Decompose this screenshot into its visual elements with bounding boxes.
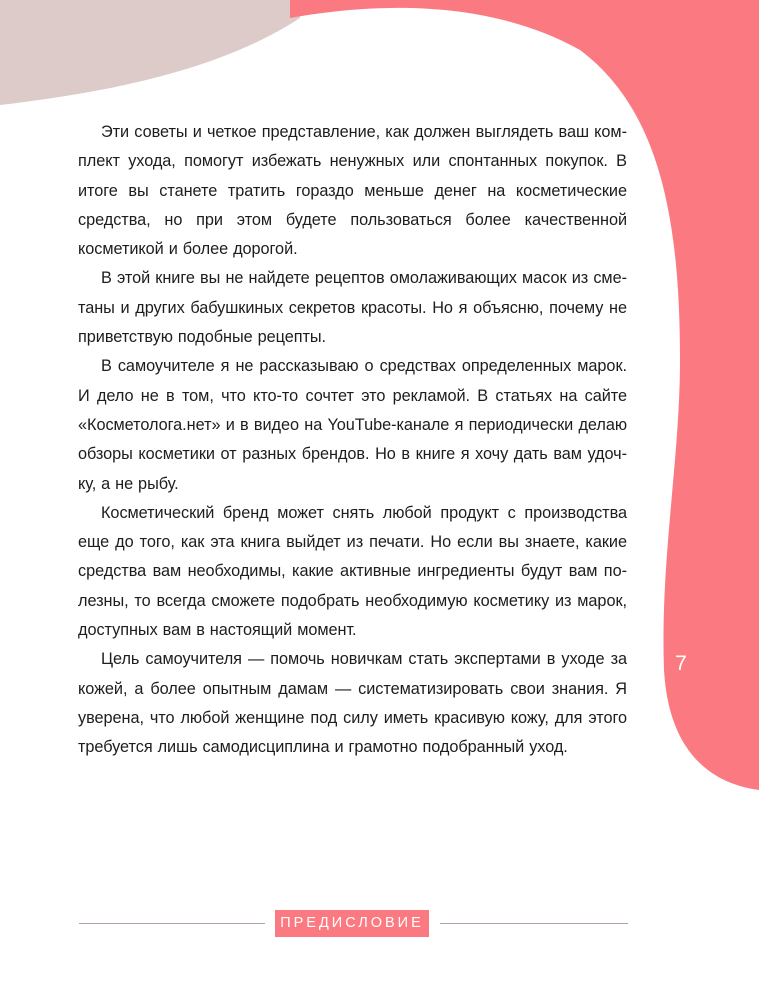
beige-corner-shape bbox=[0, 0, 300, 105]
footer-rule-left bbox=[79, 923, 265, 924]
page-body-text bbox=[78, 118, 627, 763]
paragraph-1: Эти советы и четкое представление, как должен выглядеть ваш комплект ухода, помогут избежать ненужных или спонтанных покупок. В итоге вы станете тратить гораздо меньше денег на косметические средства, но при этом будете пользоваться более качественной косметикой и более дорогой. bbox=[78, 123, 627, 259]
paragraph-5: Цель самоучителя — помочь новичкам стать экспертами в уходе за кожей, а более опытным дамам — систематизировать свои знания. Я уверена, что любой женщине под силу иметь красивую кожу, для этого требуется лишь самодисциплина и грамотно подобранный уход. bbox=[78, 650, 627, 757]
paragraph-4: Косметический бренд может снять любой продукт с производства еще до того, как эта книга выйдет из печати. Но если вы знаете, какие средства вам необходимы, какие активные ингредиенты будут вам полезны, то всегда сможете подобрать необходимую косметику из марок, доступных вам в настоящий момент. bbox=[78, 503, 627, 640]
paragraph-3: В самоучителе я не рассказываю о средствах определенных марок. И дело не в том, что кто-то сочтет это рекламой. В статьях на сайте «Косметолога.нет» и в видео на YouTube-канале я периодически делаю обзоры косметики от разных брендов. Но в книге я хочу дать вам удочку, а не рыбу. bbox=[78, 357, 627, 493]
paragraph-2: В этой книге вы не найдете рецептов омолаживающих масок из сметаны и других бабушкиных секретов красоты. Но я объясню, почему не приветствую подобные рецепты. bbox=[78, 269, 627, 347]
footer-rule-right bbox=[440, 923, 628, 924]
section-label: ПРЕДИСЛОВИЕ bbox=[275, 910, 429, 937]
page-number: 7 bbox=[675, 652, 687, 675]
